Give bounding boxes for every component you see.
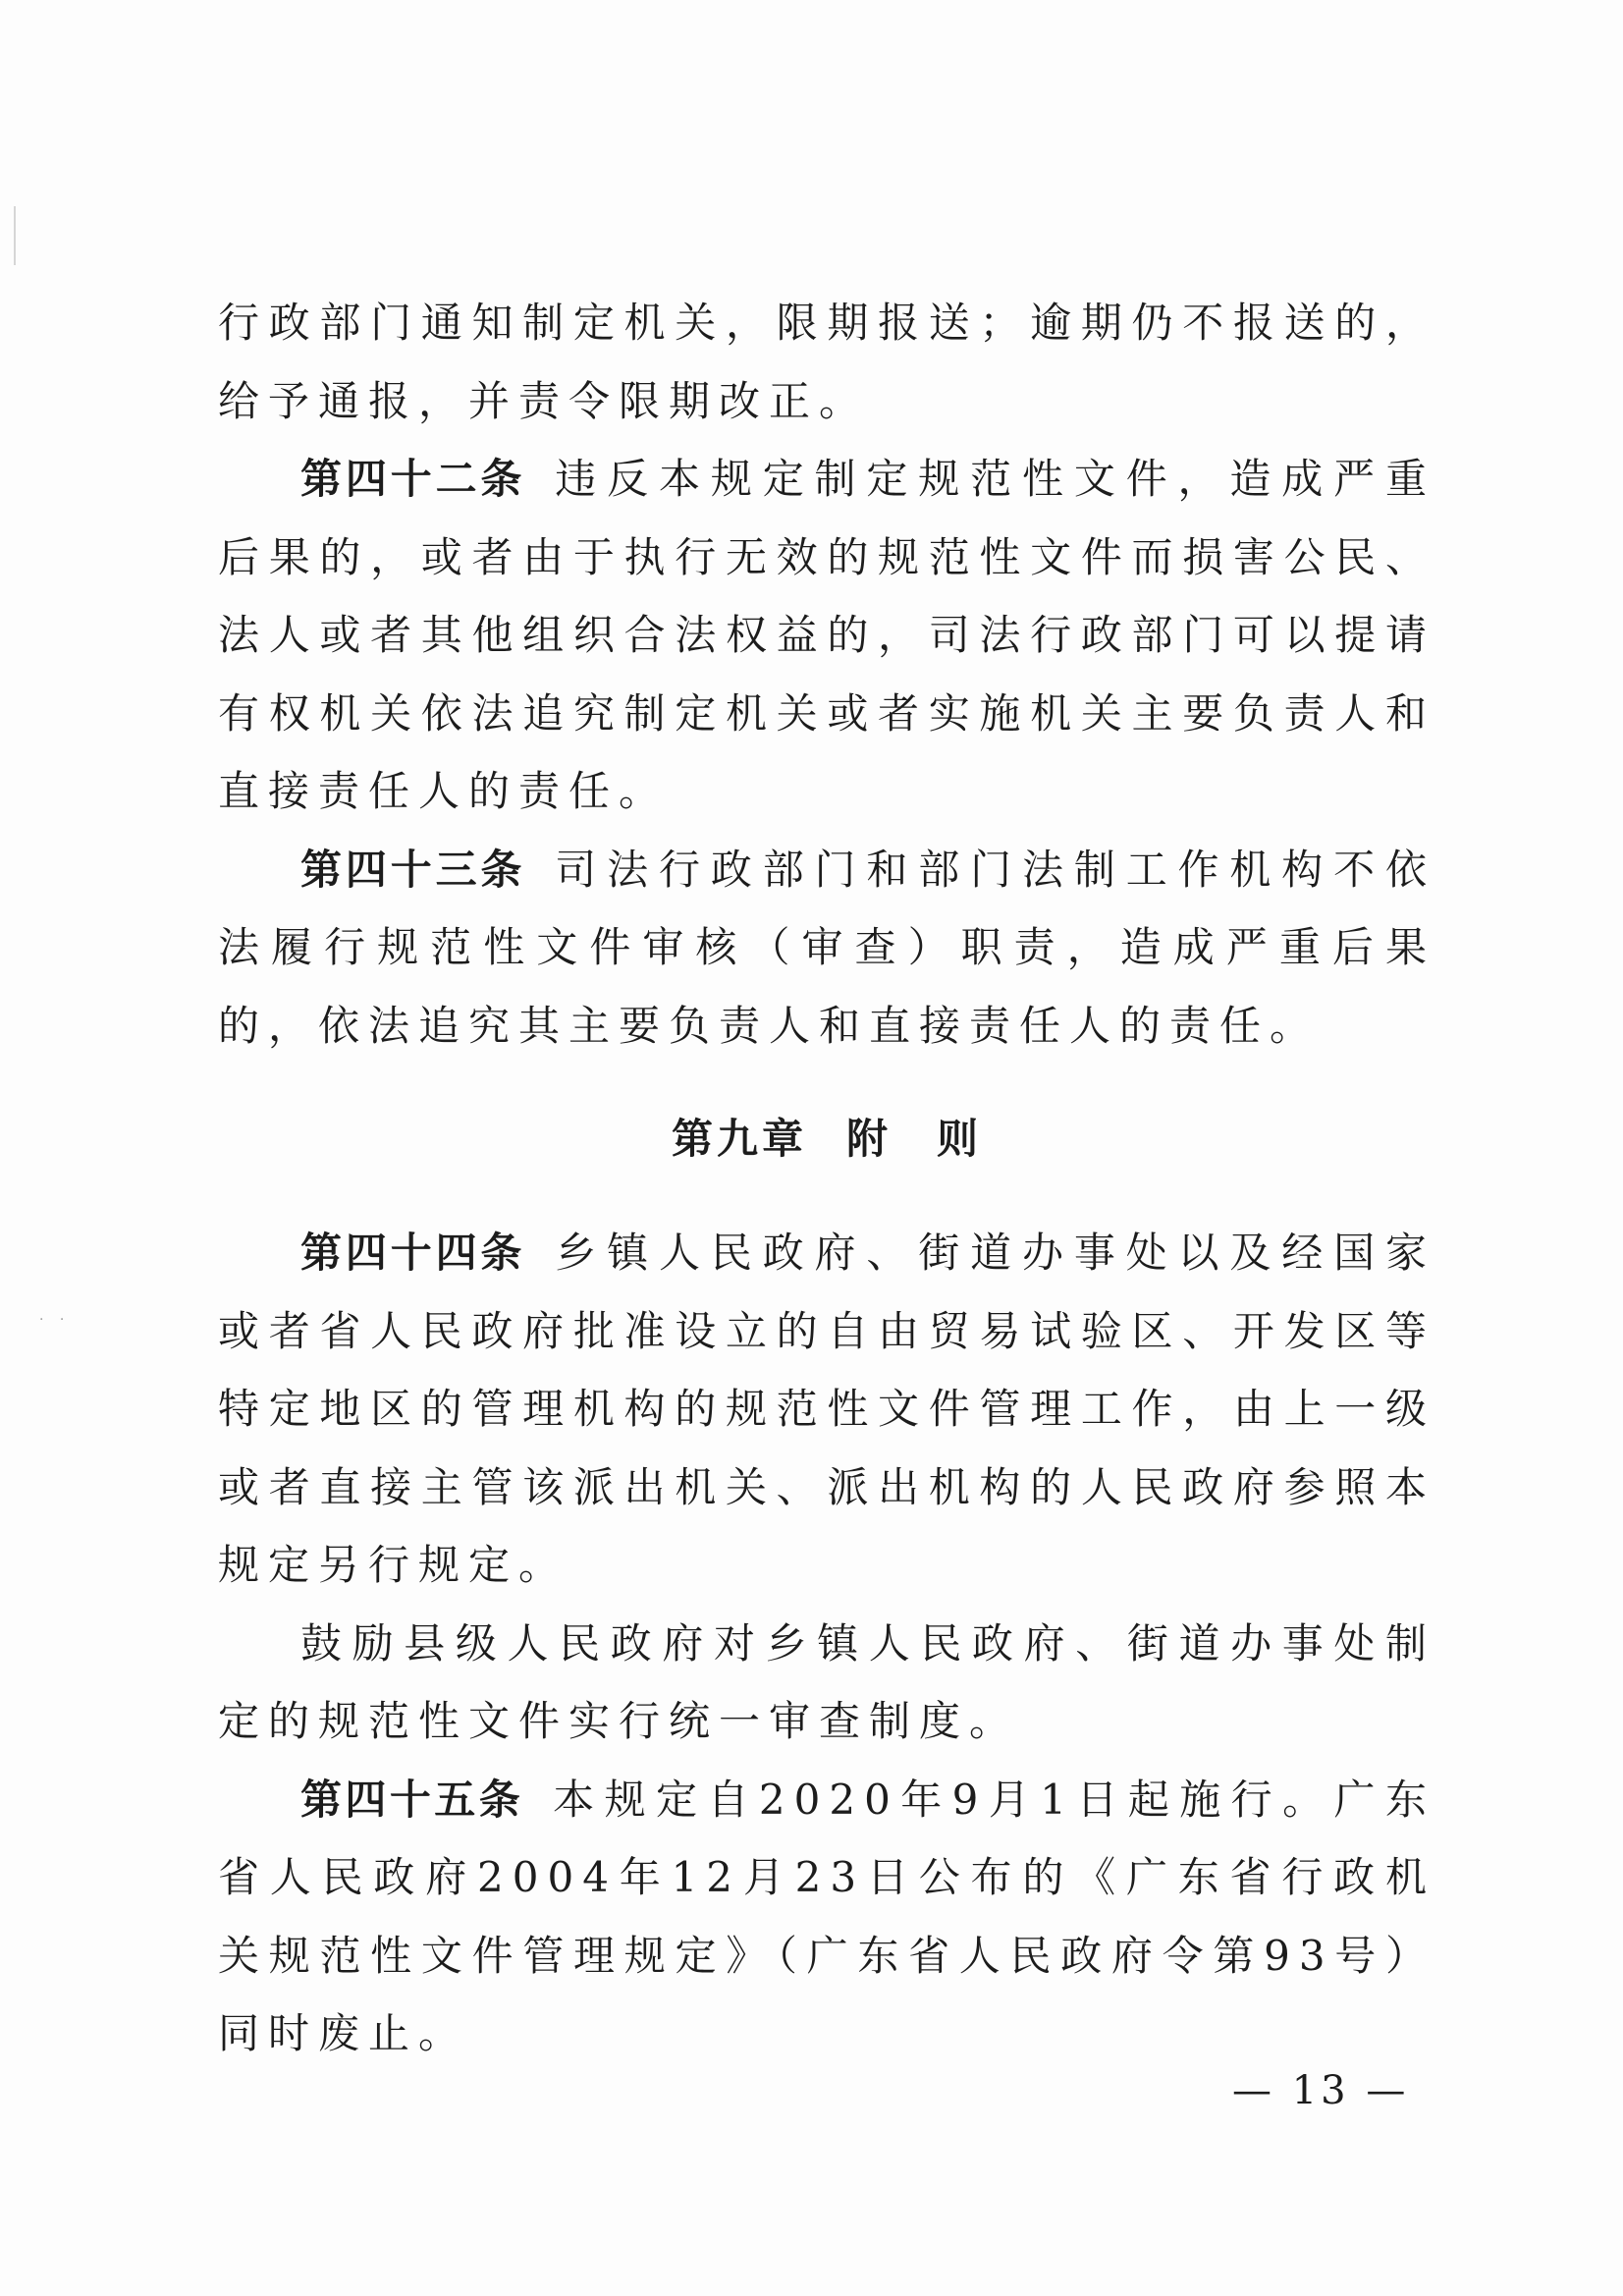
article-42 — [218, 440, 1435, 831]
article-44 — [218, 1214, 1435, 1605]
article-44-paragraph-2 — [218, 1605, 1435, 1761]
page-number: — 13 — — [1232, 2068, 1410, 2113]
article-number: 第四十三条 — [300, 845, 526, 894]
article-number: 第四十二条 — [300, 455, 526, 503]
chapter-number: 第九章 — [671, 1115, 807, 1163]
article-43 — [218, 831, 1435, 1066]
paragraph-text: 行政部门通知制定机关，限期报送；逾期仍不报送的，给予通报，并责令限期改正。 — [218, 299, 1435, 425]
scan-speck: · · — [39, 1312, 71, 1328]
paragraph-text: 本规定自2020年9月1日起施行。广东省人民政府2004年12月23日公布的《广东省行政机关规范性文件管理规定》（广东省人民政府令第93号）同时废止。 — [218, 1775, 1435, 2057]
scan-edge-mark — [14, 206, 16, 265]
chapter-heading — [218, 1090, 1435, 1188]
paragraph-text: 司法行政部门和部门法制工作机构不依法履行规范性文件审核（审查）职责，造成严重后果的，依法追究其主要负责人和直接责任人的责任。 — [218, 845, 1435, 1050]
article-45 — [218, 1761, 1435, 2073]
article-number: 第四十四条 — [300, 1229, 526, 1277]
chapter-title: 附 则 — [846, 1115, 983, 1163]
paragraph-continuation — [218, 284, 1435, 440]
paragraph-text: 违反本规定制定规范性文件，造成严重后果的，或者由于执行无效的规范性文件而损害公民、法人或者其他组织合法权益的，司法行政部门可以提请有权机关依法追究制定机关或者实施机关主要负责人和直接责任人的责任。 — [218, 455, 1435, 815]
article-number: 第四十五条 — [300, 1775, 524, 1824]
paragraph-text: 乡镇人民政府、街道办事处以及经国家或者省人民政府批准设立的自由贸易试验区、开发区等特定地区的管理机构的规范性文件管理工作，由上一级或者直接主管该派出机关、派出机构的人民政府参照本规定另行规定。 — [218, 1229, 1435, 1589]
body-text — [218, 284, 1435, 2073]
paragraph-text: 鼓励县级人民政府对乡镇人民政府、街道办事处制定的规范性文件实行统一审查制度。 — [218, 1618, 1435, 1745]
